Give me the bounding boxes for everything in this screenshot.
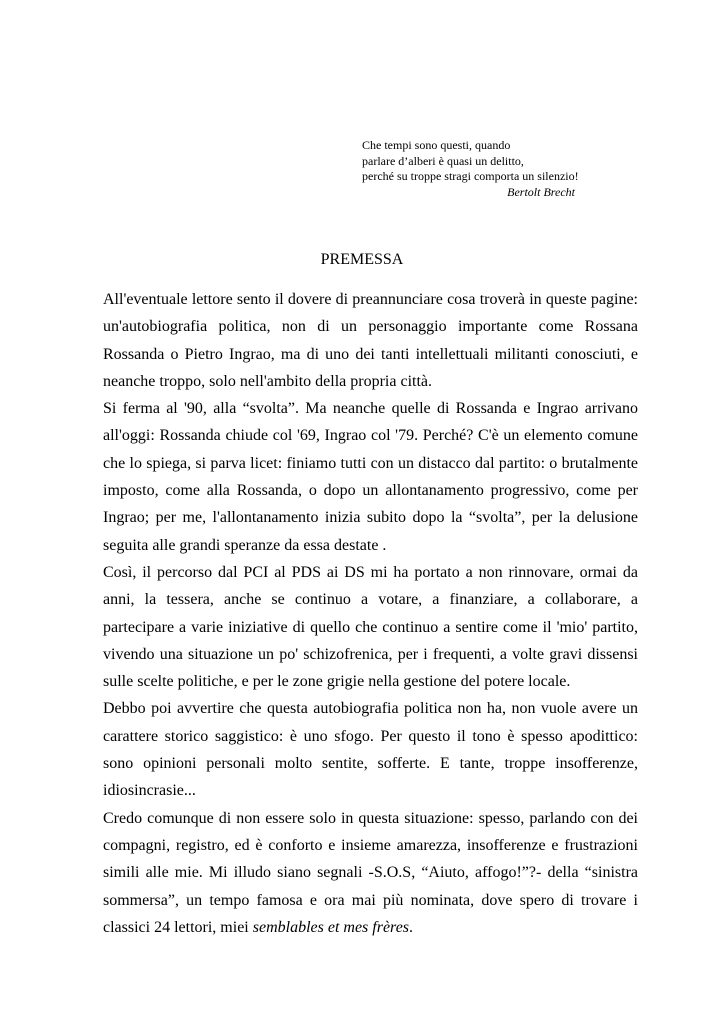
paragraph: Si ferma al '90, alla “svolta”. Ma neanche quelle di Rossanda e Ingrao arrivano all'oggi: Rossanda chiude col '69, Ingrao col '79. Perché? C'è un elemento comune che lo spiega, si parva licet: finiamo tutti con un distacco dal partito: o brutalmente imposto, come alla Rossanda, o dopo un allontanamento progressivo, come per Ingrao; per me, l'allontanamento inizia subito dopo la “svolta”, per la delusione seguita alle grandi speranze da essa destate . (103, 400, 638, 554)
epigraph-line: Che tempi sono questi, quando (362, 138, 511, 152)
epigraph-line: parlare d’alberi è quasi un delitto, (362, 153, 524, 168)
paragraph: Così, il percorso dal PCI al PDS ai DS mi ha portato a non rinnovare, ormai da anni, la tessera, anche se continuo a votare, a finanziare, a collaborare, a partecipare a varie iniziative di quello che continuo a sentire come il 'mio' partito, vivendo una situazione un po' schizofrenica, per i frequenti, a volte gravi dissensi sulle scelte politiche, e per le zone grigie nella gestione del potere locale. (103, 563, 638, 691)
paragraph-text: Credo comunque di non essere solo in questa situazione: spesso, parlando con dei compagni, registro, ed è conforto e insieme amarezza, insofferenze e frustrazioni simili alle mie. Mi illudo siano segnali -S.O.S, “Aiuto, affogo!”?- della “sinistra sommersa”, un tempo famosa e ora mai più nominata, dove spero di trovare i classici 24 lettori, miei (103, 809, 638, 936)
epigraph (362, 138, 662, 200)
body-text (103, 286, 638, 941)
paragraph-end: . (409, 918, 414, 936)
italic-phrase: semblables et mes frères (252, 918, 410, 936)
paragraph: Debbo poi avvertire che questa autobiografia politica non ha, non vuole avere un carattere storico saggistico: è uno sfogo. Per questo il tono è spesso apodittico: sono opinioni personali molto sentite, sofferte. E tante, troppe insofferenze, idiosincrasie... (103, 700, 638, 800)
page-title: PREMESSA (320, 251, 404, 268)
epigraph-author: Bertolt Brecht (507, 184, 575, 199)
paragraph-last (103, 805, 638, 941)
epigraph-line: perché su troppe stragi comporta un silenzio! (362, 169, 579, 183)
paragraph: All'eventuale lettore sento il dovere di preannunciare cosa troverà in queste pagine: un'autobiografia politica, non di un personaggio importante come Rossana Rossanda o Pietro Ingrao, ma di uno dei tanti intellettuali militanti conosciuti, e neanche troppo, solo nell'ambito della propria città. (103, 291, 638, 390)
